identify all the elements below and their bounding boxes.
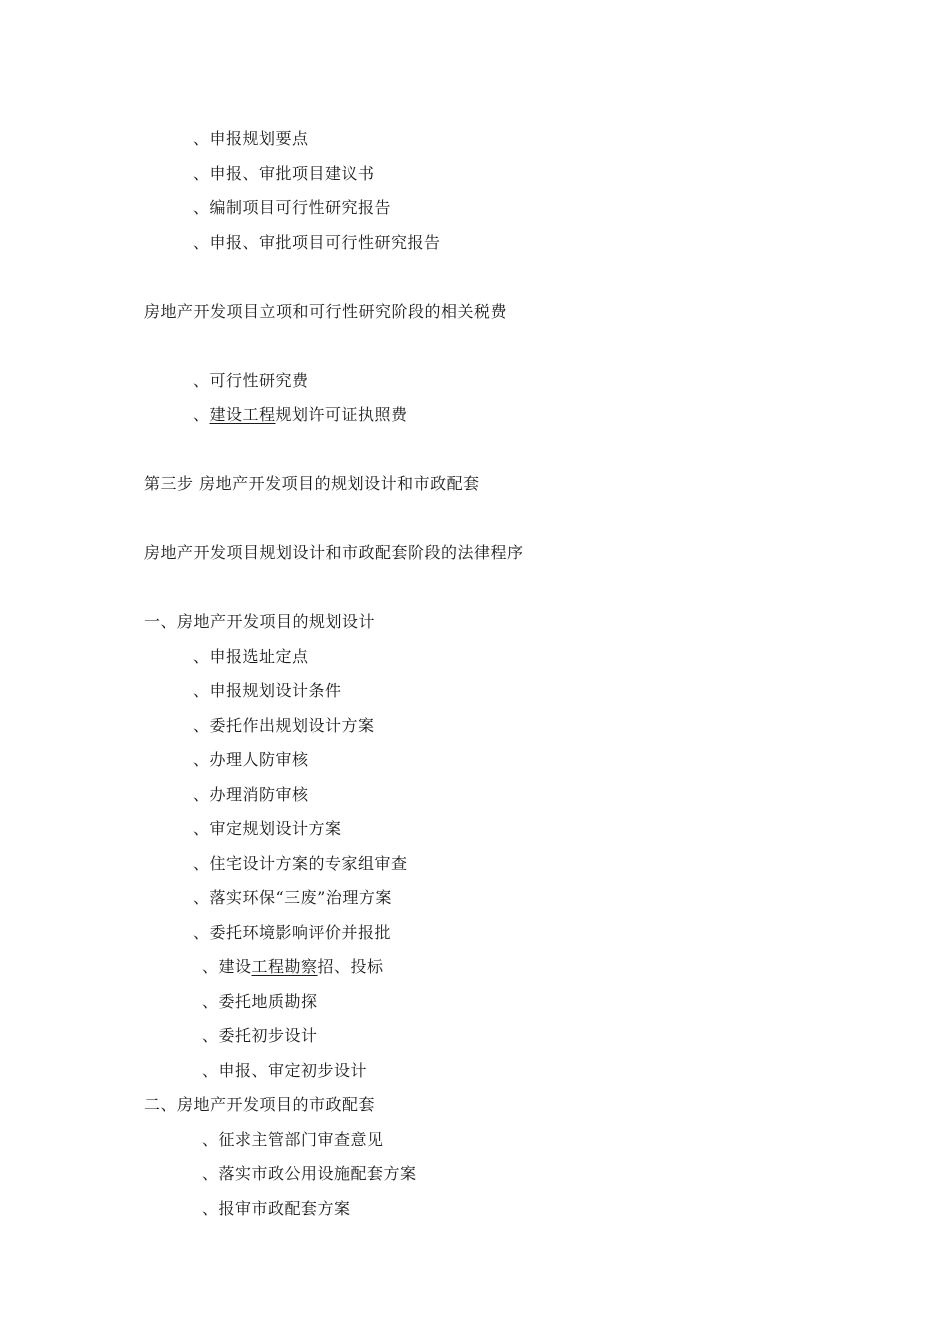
list-item-design-scheme-commission: 、委托作出规划设计方案: [193, 716, 375, 735]
list-item-survey-bidding: [202, 957, 384, 977]
list-item-fire-review: 、办理消防审核: [193, 785, 309, 804]
step-three-heading: 第三步 房地产开发项目的规划设计和市政配套: [144, 474, 480, 493]
list-item-three-wastes: 、落实环保“三废”治理方案: [193, 888, 392, 907]
list-item-expert-review: 、住宅设计方案的专家组审查: [193, 854, 408, 873]
list-item-rest: 规划许可证执照费: [275, 405, 408, 424]
list-item-planning-permit-fee: [193, 405, 408, 425]
list-item-preliminary-design: 、委托初步设计: [202, 1026, 318, 1045]
list-item-rest: 招、投标: [317, 957, 384, 976]
list-item-prefix: 、建设: [202, 957, 252, 976]
list-item-geological-survey: 、委托地质勘探: [202, 992, 318, 1011]
list-item-feasibility-report-approve: 、申报、审批项目可行性研究报告: [193, 233, 441, 252]
underlined-term: 建设工程: [209, 405, 276, 424]
list-item-environment-assessment: 、委托环境影响评价并报批: [193, 923, 392, 942]
underlined-term: 工程勘察: [251, 957, 318, 976]
list-item-feasibility-study-fee: 、可行性研究费: [193, 371, 309, 390]
list-item-public-facilities: 、落实市政公用设施配套方案: [202, 1164, 417, 1183]
list-item-approve-design-scheme: 、审定规划设计方案: [193, 819, 342, 838]
list-item-project-proposal: 、申报、审批项目建议书: [193, 164, 375, 183]
list-item-preliminary-design-approval: 、申报、审定初步设计: [202, 1061, 368, 1080]
subsection-heading-planning-design: 一、房地产开发项目的规划设计: [144, 612, 376, 631]
list-item-department-opinions: 、征求主管部门审查意见: [202, 1130, 384, 1149]
list-item-civil-defense-review: 、办理人防审核: [193, 750, 309, 769]
list-item-site-selection: 、申报选址定点: [193, 647, 309, 666]
list-item-report-planning-points: 、申报规划要点: [193, 129, 309, 148]
list-item-design-conditions: 、申报规划设计条件: [193, 681, 342, 700]
subsection-heading-municipal: 二、房地产开发项目的市政配套: [144, 1095, 376, 1114]
list-item-municipal-scheme: 、报审市政配套方案: [202, 1199, 351, 1218]
list-item-prefix: 、: [193, 405, 210, 424]
list-item-feasibility-report-prepare: 、编制项目可行性研究报告: [193, 198, 392, 217]
section-heading-taxes-fees: 房地产开发项目立项和可行性研究阶段的相关税费: [144, 302, 508, 321]
section-heading-legal-procedure: 房地产开发项目规划设计和市政配套阶段的法律程序: [144, 543, 524, 562]
